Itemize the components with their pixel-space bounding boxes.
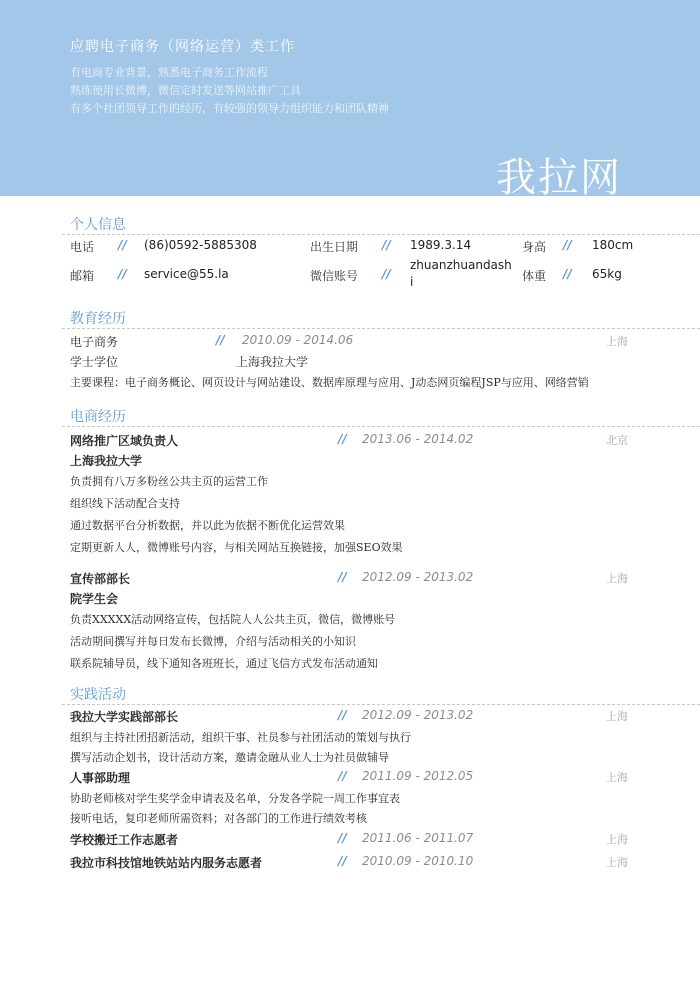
job-org: 院学生会 bbox=[70, 592, 119, 606]
birth-value: 1989.3.14 bbox=[410, 238, 472, 252]
height-label: 身高 bbox=[522, 240, 547, 254]
education-school: 上海我拉大学 bbox=[236, 355, 309, 369]
separator-mark: // bbox=[382, 238, 391, 252]
separator-mark: // bbox=[338, 708, 347, 722]
job-date: 2012.09 - 2013.02 bbox=[362, 570, 474, 584]
separator-mark: // bbox=[338, 432, 347, 446]
weight-label: 体重 bbox=[522, 269, 547, 283]
section-title-personal: 个人信息 bbox=[70, 217, 126, 233]
wechat-label: 微信账号 bbox=[310, 269, 359, 283]
activity-line: 协助老师核对学生奖学金申请表及名单，分发各学院一周工作事宜表 bbox=[70, 792, 400, 805]
activity-location: 上海 bbox=[606, 710, 628, 723]
job-location: 上海 bbox=[606, 572, 628, 585]
job-date: 2013.06 - 2014.02 bbox=[362, 432, 474, 446]
birth-label: 出生日期 bbox=[310, 240, 359, 254]
job-org: 上海我拉大学 bbox=[70, 454, 143, 468]
separator-mark: // bbox=[118, 238, 127, 252]
education-major: 电子商务 bbox=[70, 335, 119, 349]
separator-mark: // bbox=[563, 267, 572, 281]
separator-mark: // bbox=[338, 769, 347, 783]
job-duty-line: 负责XXXXX活动网络宣传，包括院人人公共主页，微信，微博账号 bbox=[70, 613, 396, 626]
section-title-education: 教育经历 bbox=[70, 311, 126, 327]
education-location: 上海 bbox=[606, 335, 628, 348]
separator-mark: // bbox=[118, 267, 127, 281]
activity-line: 组织与主持社团招新活动，组织干事、社员参与社团活动的策划与执行 bbox=[70, 731, 411, 744]
separator-mark: // bbox=[563, 238, 572, 252]
summary-line-2: 熟练使用长微博，微信定时发送等网站推广工具 bbox=[70, 84, 301, 97]
activity-location: 上海 bbox=[606, 856, 628, 869]
separator-mark: // bbox=[338, 570, 347, 584]
job-duty-line: 负责拥有八万多粉丝公共主页的运营工作 bbox=[70, 475, 268, 488]
activity-role: 我拉大学实践部部长 bbox=[70, 710, 179, 724]
section-title-ecommerce: 电商经历 bbox=[70, 409, 126, 425]
separator-mark: // bbox=[382, 267, 391, 281]
wechat-value-line-2: i bbox=[410, 275, 414, 289]
objective-title: 应聘电子商务（网络运营）类工作 bbox=[70, 39, 295, 55]
activity-date: 2011.09 - 2012.05 bbox=[362, 769, 474, 783]
activity-location: 上海 bbox=[606, 771, 628, 784]
email-label: 邮箱 bbox=[70, 269, 95, 283]
education-degree: 学士学位 bbox=[70, 355, 119, 369]
header-banner bbox=[0, 0, 700, 201]
job-role: 宣传部部长 bbox=[70, 572, 131, 586]
education-date: 2010.09 - 2014.06 bbox=[242, 333, 354, 347]
summary-line-3: 有多个社团领导工作的经历，有较强的领导力组织能力和团队精神 bbox=[70, 102, 389, 115]
separator-mark: // bbox=[216, 333, 225, 347]
email-value: service@55.la bbox=[144, 267, 229, 281]
phone-label: 电话 bbox=[70, 240, 95, 254]
activity-line: 撰写活动企划书，设计活动方案，邀请金融从业人士为社员做辅导 bbox=[70, 751, 389, 764]
job-duty-line: 定期更新人人，微博账号内容，与相关网站互换链接，加强SEO效果 bbox=[70, 541, 403, 554]
phone-value: (86)0592-5885308 bbox=[144, 238, 257, 252]
job-duty-line: 组织线下活动配合支持 bbox=[70, 497, 180, 510]
section-divider bbox=[62, 704, 700, 705]
activity-date: 2012.09 - 2013.02 bbox=[362, 708, 474, 722]
education-courses: 主要课程：电子商务概论、网页设计与网站建设、数据库原理与应用、J动态网页编程JSP与应用、网络营销 bbox=[70, 376, 589, 389]
activity-date: 2010.09 - 2010.10 bbox=[362, 854, 474, 868]
activity-role: 我拉市科技馆地铁站站内服务志愿者 bbox=[70, 856, 263, 870]
section-divider bbox=[62, 426, 700, 427]
job-location: 北京 bbox=[606, 434, 628, 447]
activity-date: 2011.06 - 2011.07 bbox=[362, 831, 474, 845]
separator-mark: // bbox=[338, 854, 347, 868]
section-divider bbox=[62, 234, 700, 235]
weight-value: 65kg bbox=[592, 267, 622, 281]
section-title-practice: 实践活动 bbox=[70, 687, 126, 703]
activity-role: 学校搬迁工作志愿者 bbox=[70, 833, 179, 847]
job-duty-line: 联系院辅导员，线下通知各班班长，通过飞信方式发布活动通知 bbox=[70, 657, 378, 670]
candidate-name: 我拉网 bbox=[496, 155, 622, 201]
separator-mark: // bbox=[338, 831, 347, 845]
job-role: 网络推广区域负责人 bbox=[70, 434, 179, 448]
job-duty-line: 活动期间撰写并每日发布长微博，介绍与活动相关的小知识 bbox=[70, 635, 356, 648]
activity-line: 接听电话，复印老师所需资料；对各部门的工作进行绩效考核 bbox=[70, 812, 367, 825]
wechat-value-line-1: zhuanzhuandash bbox=[410, 258, 512, 272]
section-divider bbox=[62, 328, 700, 329]
summary-line-1: 有电商专业背景，熟悉电子商务工作流程 bbox=[70, 66, 268, 79]
activity-location: 上海 bbox=[606, 833, 628, 846]
height-value: 180cm bbox=[592, 238, 634, 252]
job-duty-line: 通过数据平台分析数据，并以此为依据不断优化运营效果 bbox=[70, 519, 345, 532]
activity-role: 人事部助理 bbox=[70, 771, 131, 785]
